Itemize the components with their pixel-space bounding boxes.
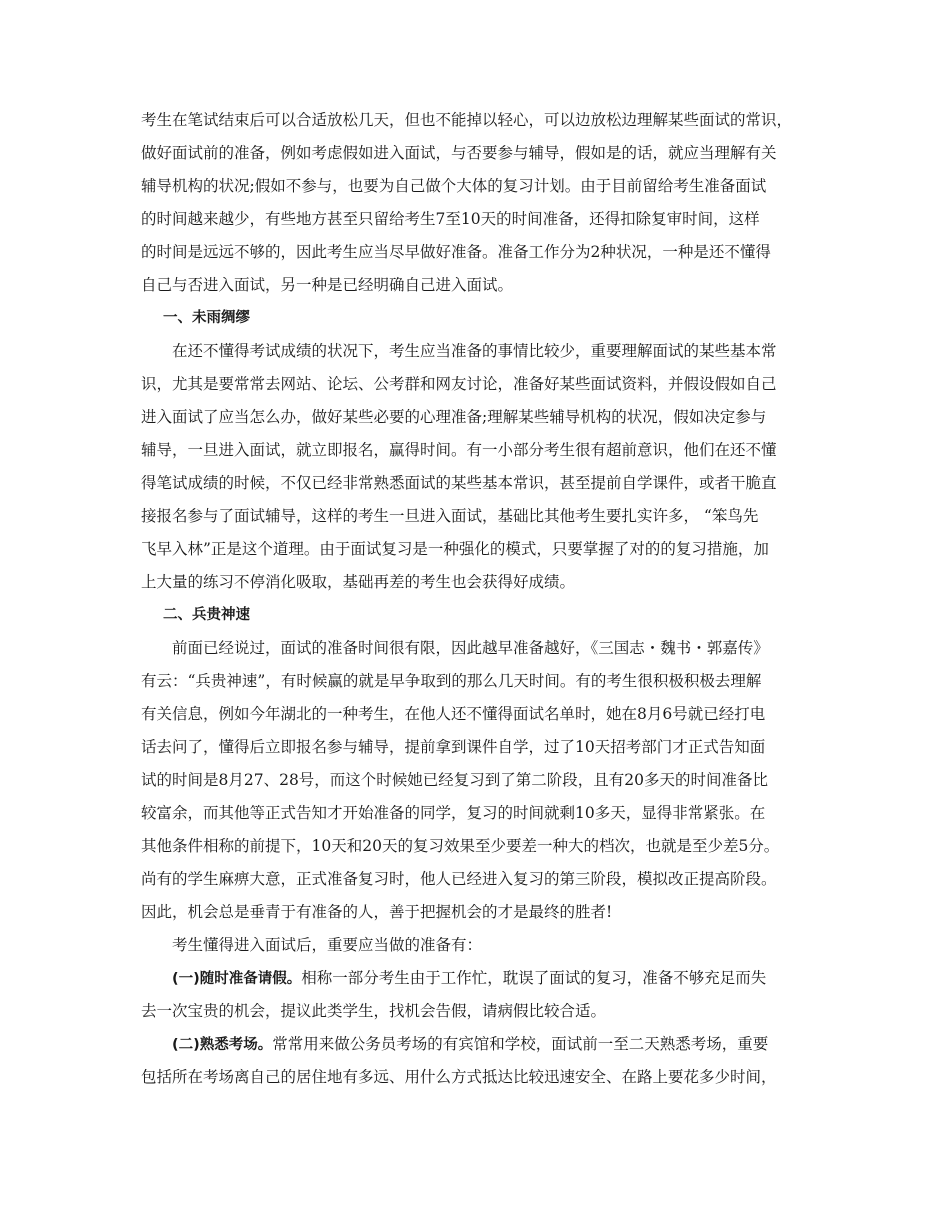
text-line: 话去问了，懂得后立即报名参与辅导，提前拿到课件自学，过了10天招考部门才正式告知面: [141, 738, 766, 756]
text-line: 较富余，而其他等正式告知才开始准备的同学，复习的时间就剩10多天，显得非常紧张。在: [141, 804, 766, 822]
transition-line: 考生懂得进入面试后，重要应当做的准备有：: [172, 936, 483, 954]
text-line: 在还不懂得考试成绩的状况下，考生应当准备的事情比较少，重要理解面试的某些基本常: [172, 342, 777, 360]
text-line: 辅导，一旦进入面试，就立即报名，赢得时间。有一小部分考生很有超前意识，他们在还不懂: [141, 441, 777, 459]
text-line: 上大量的练习不停消化吸取，基础再差的考生也会获得好成绩。: [141, 573, 576, 591]
text-line: 前面已经说过，面试的准备时间很有限，因此越早准备越好，《三国志・魏书・郭嘉传》: [172, 639, 769, 657]
item-text: 常常用来做公务员考场的有宾馆和学校，面试前一至二天熟悉考场，重要: [272, 1035, 769, 1053]
item-first-line: [141, 1028, 818, 1061]
section1-paragraph: [141, 335, 818, 599]
text-line: 去一次宝贵的机会，提议此类学生，找机会告假，请病假比较合适。: [141, 1002, 607, 1020]
text-line: 接报名参与了面试辅导，这样的考生一旦进入面试，基础比其他考生要扎实许多， “笨鸟先: [141, 507, 759, 525]
text-line: 进入面试了应当怎么办，做好某些必要的心理准备;理解某些辅导机构的状况，假如决定参与: [141, 408, 767, 426]
item-title: (二)熟悉考场。: [172, 1037, 273, 1053]
item-first-line: [141, 962, 818, 995]
text-line: 有关信息，例如今年湖北的一种考生，在他人还不懂得面试名单时，她在8月6号就已经打电: [141, 705, 766, 723]
text-line: 试的时间是8月27、28号，而这个时候她已经复习到了第二阶段，且有20多天的时间准备比: [141, 771, 769, 789]
text-line: 有云：“兵贵神速”，有时候赢的就是早争取到的那么几天时间。有的考生很积极积极去理解: [141, 672, 762, 690]
text-line: 的时间是远远不够的，因此考生应当尽早做好准备。准备工作分为2种状况，一种是还不懂得: [141, 243, 771, 261]
intro-paragraph: [141, 104, 818, 302]
text-line: 辅导机构的状况;假如不参与，也要为自己做个大体的复习计划。由于目前留给考生准备面试: [141, 177, 767, 195]
text-line: 的时间越来越少，有些地方甚至只留给考生7至10天的时间准备，还得扣除复审时间，这样: [141, 210, 760, 228]
text-line: 尚有的学生麻痹大意，正式准备复习时，他人已经进入复习的第三阶段，模拟改正提高阶段。: [141, 870, 777, 888]
item-2: [141, 1028, 818, 1094]
section-heading-2: 二、兵贵神速: [163, 607, 250, 623]
text-line: 飞早入林”正是这个道理。由于面试复习是一种强化的模式，只要掌握了对的的复习措施，加: [141, 540, 769, 558]
text-line: 考生在笔试结束后可以合适放松几天，但也不能掉以轻心，可以边放松边理解某些面试的常识，: [141, 111, 793, 129]
text-line: 自己与否进入面试，另一种是已经明确自己进入面试。: [141, 276, 514, 294]
section-heading-1: 一、未雨绸缪: [163, 310, 250, 326]
item-title: (一)随时准备请假。: [172, 971, 302, 987]
text-line: 做好面试前的准备，例如考虑假如进入面试，与否要参与辅导，假如是的话，就应当理解有关: [141, 144, 777, 162]
text-line: 其他条件相称的前提下，10天和20天的复习效果至少要差一种大的档次，也就是至少差5分。: [141, 837, 780, 855]
text-line: 识，尤其是要常常去网站、论坛、公考群和网友讨论，准备好某些面试资料，并假设假如自己: [141, 375, 777, 393]
section2-paragraph: [141, 632, 818, 929]
text-line: 包括所在考场离自己的居住地有多远、用什么方式抵达比较迅速安全、在路上要花多少时间，: [141, 1068, 777, 1086]
text-line: 因此，机会总是垂青于有准备的人，善于把握机会的才是最终的胜者!: [141, 903, 613, 921]
text-line: 得笔试成绩的时候，不仅已经非常熟悉面试的某些基本常识，甚至提前自学课件，或者干脆直: [141, 474, 777, 492]
item-text: 相称一部分考生由于工作忙，耽误了面试的复习，准备不够充足而失: [301, 969, 767, 987]
item-1: [141, 962, 818, 1028]
